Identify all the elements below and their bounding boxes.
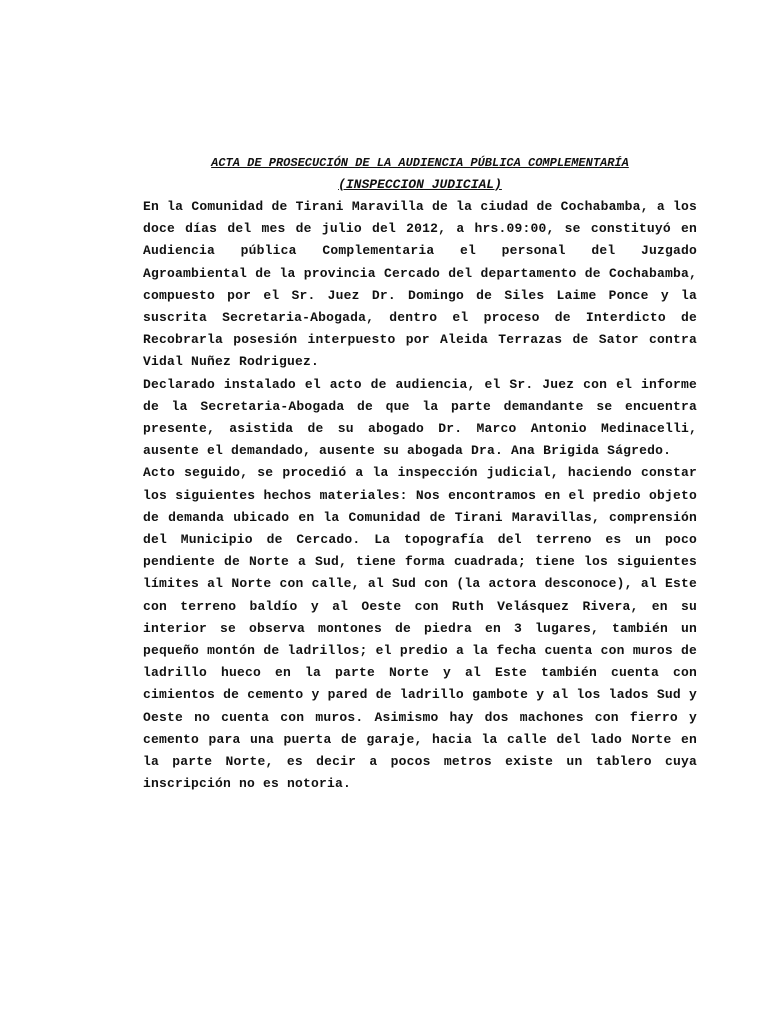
paragraph-inspection: Acto seguido, se procedió a la inspección judicial, haciendo constar los siguientes hechos materiales: Nos encontramos en el predio objeto de demanda ubicado en la Comunidad de Tirani Maravillas, comprensión del Municipio de Cercado. La topografía del terreno es un poco pendiente de Norte a Sud, tiene forma cuadrada; tiene los siguientes límites al Norte con calle, al Sud con (la actora desconoce), al Este con terreno baldío y al Oeste con Ruth Velásquez Rivera, en su interior se observa montones de piedra en 3 lugares, también un pequeño montón de ladrillos; el predio a la fecha cuenta con muros de ladrillo hueco en la parte Norte y al Este también cuenta con cimientos de cemento y pared de ladrillo gambote y al los lados Sud y Oeste no cuenta con muros. Asimismo hay dos machones con fierro y cemento para una puerta de garaje, hacia la calle del lado Norte en la parte Norte, es decir a pocos metros existe un tablero cuya inscripción no es notoria. [143, 465, 697, 792]
paragraph-introduction: En la Comunidad de Tirani Maravilla de la ciudad de Cochabamba, a los doce días del mes de julio del 2012, a hrs.09:00, se constituyó en Audiencia pública Complementaria el personal del Juzgado Agroambiental de la provincia Cercado del departamento de Cochabamba, compuesto por el Sr. Juez Dr. Domingo de Siles Laime Ponce y la suscrita Secretaria-Abogada, dentro el proceso de Interdicto de Recobrarla posesión interpuesto por Aleida Terrazas de Sator contra Vidal Nuñez Rodriguez. [143, 199, 697, 370]
document-subtitle: (INSPECCION JUDICIAL) [338, 177, 502, 192]
paragraph-installation: Declarado instalado el acto de audiencia, el Sr. Juez con el informe de la Secretaria-Abogada de que la parte demandante se encuentra presente, asistida de su abogado Dr. Marco Antonio Medinacelli, ausente el demandado, ausente su abogada Dra. Ana Brigida Ságredo. [143, 376, 697, 459]
document-body [143, 152, 697, 795]
document-title: ACTA DE PROSECUCIÓN DE LA AUDIENCIA PÚBLICA COMPLEMENTARÍA [211, 156, 629, 170]
